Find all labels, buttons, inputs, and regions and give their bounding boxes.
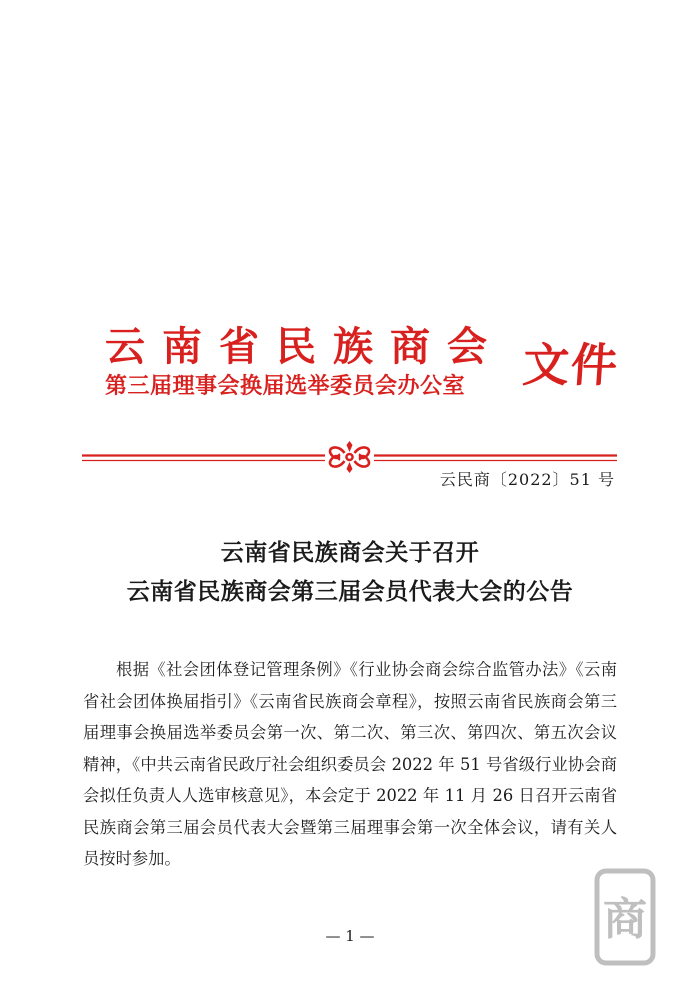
notice-body-paragraph: 根据《社会团体登记管理条例》《行业协会商会综合监管办法》《云南省社会团体换届指引》《云南省民族商会章程》，按照云南省民族商会第三届理事会换届选举委员会第一次、第二次、第三次、第四次、第五次会议精神，《中共云南省民政厅社会组织委员会 2022 年 51 号省级行业协会商会拟任负责人人选审核意见》，本会定于 2022 年 11 月 26 日召开云南省民族商会第三届会员代表大会暨第三届理事会第一次全体会议，请有关人员按时参加。 [83,660,617,868]
document-word-mark: 文件 [521,338,621,392]
ornament-icon [330,441,369,473]
org-subtitle-heading: 第三届理事会换届选举委员会办公室 [105,373,466,399]
notice-title-line-1: 云南省民族商会关于召开 [220,539,480,566]
document-number: 云民商〔2022〕51 号 [439,470,615,489]
org-name-heading: 云南省民族商会 [105,323,504,370]
watermark-glyph: 商 [603,894,647,945]
shang-seal-icon [594,868,656,966]
notice-title-line-2: 云南省民族商会第三届会员代表大会的公告 [126,578,574,605]
page-number: — 1 — [325,927,375,945]
